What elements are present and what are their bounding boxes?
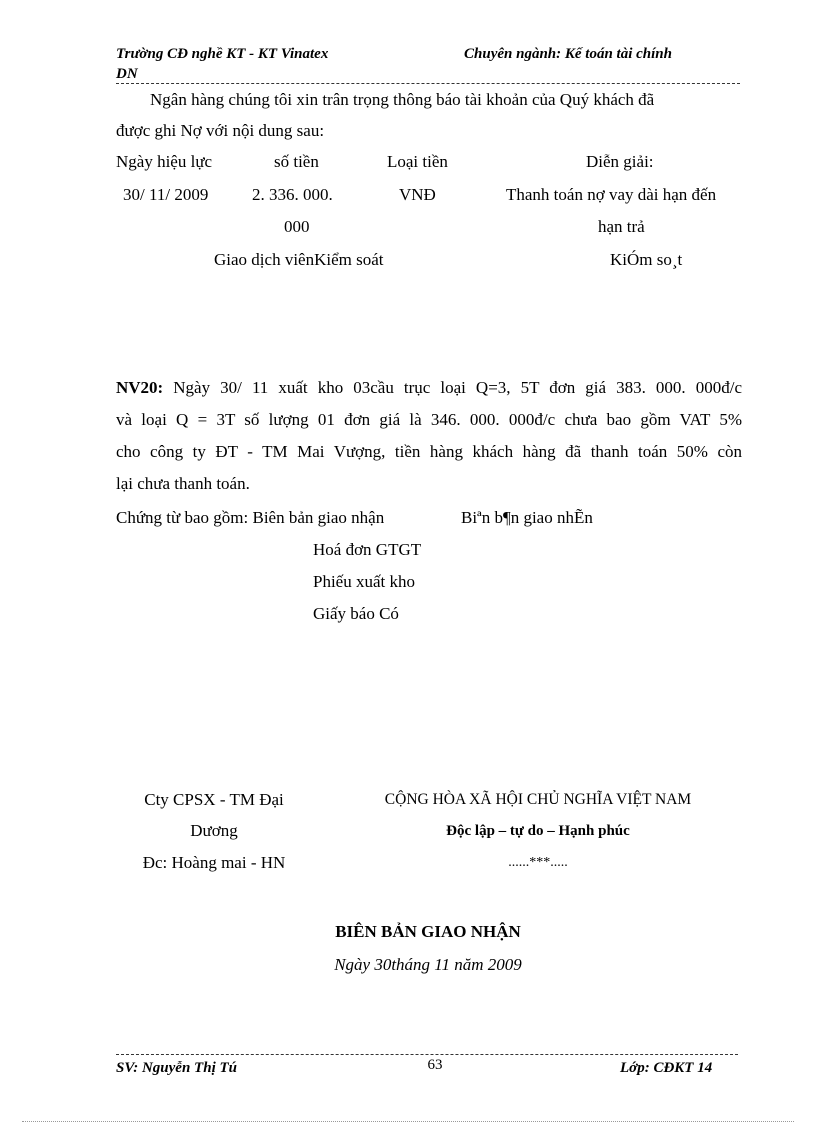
document-date: Ngày 30tháng 11 năm 2009 — [334, 955, 522, 974]
nv20-line1: Ngày 30/ 11 xuất kho 03cầu trục loại Q=3, 5T đơn giá 383. 000. 000đ/c — [173, 378, 742, 397]
value-amount-line2: 000 — [284, 217, 310, 236]
header-divider — [116, 83, 740, 84]
bank-intro-line2: được ghi Nợ với nội dung sau: — [116, 121, 325, 140]
company-name-line1: Cty CPSX - TM Đại — [144, 790, 284, 809]
nv20-line4: lại chưa thanh toán. — [116, 474, 250, 493]
value-currency: VNĐ — [399, 185, 436, 204]
company-address: Đc: Hoàng mai - HN — [142, 853, 286, 872]
footer-class: Lớp: CĐKT 14 — [620, 1060, 713, 1076]
value-desc-line1: Thanh toán nợ vay dài hạn đến — [506, 185, 717, 204]
sign-teller: Giao dịch viênKiểm soát — [214, 250, 384, 269]
nation-title: CỘNG HÒA XÃ HỘI CHỦ NGHĨA VIỆT NAM — [384, 791, 692, 808]
doc-item-invoice: Hoá đơn GTGT — [313, 540, 422, 559]
page-bottom-border — [22, 1121, 794, 1122]
nv20-paragraph — [116, 372, 742, 500]
docs-extra: Biªn b¶n giao nhẼn — [461, 508, 593, 527]
header-school-cont: DN — [116, 66, 138, 82]
col-desc-header: Diễn giải: — [586, 152, 654, 171]
motto-stars: ......***..... — [508, 855, 568, 870]
bank-intro-line1: Ngân hàng chúng tôi xin trân trọng thông báo tài khoản của Quý khách đã — [150, 90, 655, 109]
col-date-header: Ngày hiệu lực — [116, 152, 213, 171]
doc-item-credit-note: Giấy báo Có — [313, 604, 399, 623]
footer-student: SV: Nguyễn Thị Tú — [116, 1060, 237, 1076]
motto: Độc lập – tự do – Hạnh phúc — [446, 823, 630, 839]
value-date: 30/ 11/ 2009 — [123, 185, 209, 204]
page-number: 63 — [427, 1057, 443, 1073]
header-school: Trường CĐ nghề KT - KT Vinatex — [116, 46, 329, 62]
nv20-line2: và loại Q = 3T số lượng 01 đơn giá là 346. 000. 000đ/c chưa bao gồm VAT 5% — [116, 410, 742, 429]
nv20-label: NV20: — [116, 378, 164, 397]
nv20-line3: cho công ty ĐT - TM Mai Vượng, tiền hàng khách hàng đã thanh toán 50% còn — [116, 442, 742, 461]
footer-divider — [116, 1054, 738, 1055]
header-major: Chuyên ngành: Kế toán tài chính — [464, 46, 672, 62]
company-name-line2: Dương — [190, 821, 238, 840]
value-desc-line2: hạn trả — [598, 217, 645, 236]
value-amount-line1: 2. 336. 000. — [252, 185, 333, 204]
col-amount-header: số tiền — [274, 152, 319, 171]
col-currency-header: Loại tiền — [387, 152, 448, 171]
doc-item-delivery-note: Phiếu xuất kho — [313, 572, 415, 591]
sign-control: KiÓm so¸t — [610, 250, 683, 269]
document-title: BIÊN BẢN GIAO NHẬN — [335, 922, 521, 941]
docs-label: Chứng từ bao gồm: Biên bản giao nhận — [116, 508, 385, 527]
